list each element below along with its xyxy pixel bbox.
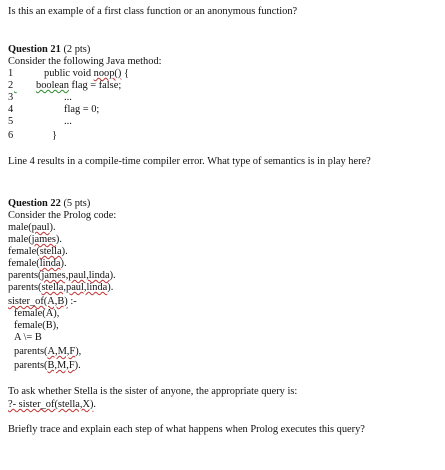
code-text: public void — [44, 68, 94, 79]
prolog-rule-head — [8, 296, 77, 308]
prolog-text-flagged: james,paul,linda — [41, 270, 110, 281]
code-line-number: 3 — [8, 92, 14, 103]
code-text-flagged: boolean — [36, 80, 69, 91]
prolog-rule-body-line: female(A), — [14, 308, 60, 319]
q22-heading-line — [8, 198, 90, 210]
q22-query-intro: To ask whether Stella is the sister of anyone, the appropriate query is: — [8, 386, 298, 397]
prolog-text: ). — [49, 222, 56, 233]
prolog-text-flagged: stella,paul,linda — [41, 282, 108, 293]
q22-points: (5 pts) — [63, 198, 91, 209]
q21-points: (2 pts) — [63, 44, 91, 55]
intro-question: Is this an example of a first class function or an anonymous function? — [8, 6, 298, 17]
prolog-text: . — [93, 399, 97, 410]
prolog-text: female( — [8, 246, 40, 257]
prolog-text: ). — [60, 258, 67, 269]
code-line: flag = 0; — [64, 104, 100, 115]
prolog-text-flagged: james — [31, 234, 56, 245]
prolog-text: ). — [61, 246, 68, 257]
q22-final-question: Briefly trace and explain each step of what happens when Prolog executes this query? — [8, 424, 365, 435]
prolog-fact — [8, 246, 68, 258]
q22-query — [8, 399, 96, 411]
prolog-text: male( — [8, 234, 32, 245]
code-line-number: 2 — [8, 80, 14, 91]
prolog-fact — [8, 270, 116, 282]
code-line: ... — [64, 92, 72, 103]
prolog-rule-body-line: A \= B — [14, 332, 42, 343]
code-line-number: 5 — [8, 116, 14, 127]
code-line-number: 4 — [8, 104, 14, 115]
code-line — [14, 80, 121, 92]
q21-heading-line — [8, 44, 90, 56]
prolog-rule-body-line — [14, 346, 81, 358]
prolog-text: female( — [8, 258, 40, 269]
prolog-text: parents( — [14, 346, 48, 357]
q21-prompt: Consider the following Java method: — [8, 56, 162, 67]
prolog-fact — [8, 234, 62, 246]
prolog-text: ), — [75, 346, 82, 357]
q22-prompt: Consider the Prolog code: — [8, 210, 117, 221]
prolog-text: parents( — [8, 282, 42, 293]
prolog-rule-body-line: female(B), — [14, 320, 59, 331]
prolog-text-flagged: A,M,F — [47, 346, 76, 357]
prolog-text: :- — [67, 296, 77, 307]
prolog-text-flagged: B,M,F — [47, 360, 75, 371]
code-text: flag = false; — [68, 80, 122, 91]
prolog-text: ). — [74, 360, 81, 371]
prolog-text: parents( — [14, 360, 48, 371]
code-indent-squiggle — [14, 80, 36, 92]
prolog-fact — [8, 258, 67, 270]
q22-heading: Question 22 — [8, 198, 61, 209]
code-text-flagged: noop() — [93, 68, 122, 79]
prolog-fact — [8, 282, 113, 294]
code-line: } — [52, 130, 57, 141]
prolog-text-flagged: sister_of(A,B) — [8, 296, 68, 307]
prolog-text-flagged: stella — [39, 246, 62, 257]
code-line-number: 6 — [8, 130, 14, 141]
prolog-text: male( — [8, 222, 32, 233]
prolog-fact — [8, 222, 56, 234]
prolog-query-flagged: ?- sister_of(stella,X) — [8, 399, 94, 410]
q21-question: Line 4 results in a compile-time compiler error. What type of semantics is in play here? — [8, 156, 371, 167]
prolog-text-flagged: linda — [39, 258, 61, 269]
code-line: ... — [64, 116, 72, 127]
code-line-number: 1 — [8, 68, 14, 79]
q21-heading: Question 21 — [8, 44, 61, 55]
prolog-text: ). — [109, 270, 116, 281]
code-line — [44, 68, 129, 80]
prolog-text: ). — [107, 282, 114, 293]
prolog-rule-body-line — [14, 360, 81, 372]
prolog-text-flagged: paul — [31, 222, 50, 233]
code-text: { — [121, 68, 129, 79]
prolog-text: ). — [55, 234, 62, 245]
prolog-text: parents( — [8, 270, 42, 281]
